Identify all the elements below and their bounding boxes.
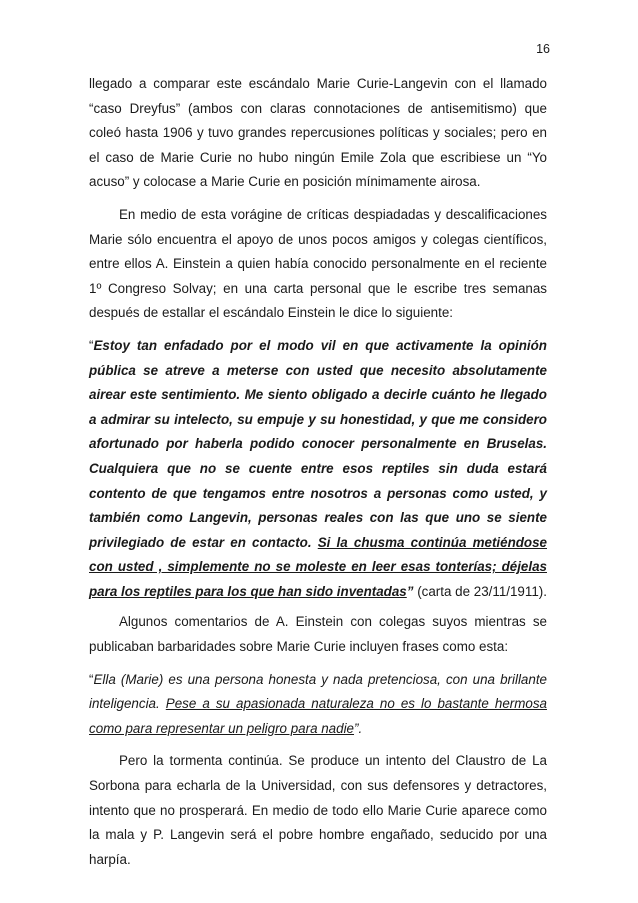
quote-underlined-text: Si la chusma continúa metiéndose con usted , simplemente no se moleste en leer esas tonterías; déjelas para los reptiles para los que han sido inventadas: [89, 534, 547, 599]
quote2-open-mark: “: [89, 671, 94, 687]
einstein-comment-quote: [89, 668, 547, 742]
quote2-close-mark: ”.: [354, 720, 363, 736]
page-body: [89, 72, 547, 880]
paragraph-einstein-support: En medio de esta vorágine de críticas despiadadas y descalificaciones Marie sólo encuentra el apoyo de unos pocos amigos y colegas científicos, entre ellos A. Einstein a quien había conocido personalmente en el reciente 1º Congreso Solvay; en una carta personal que le escribe tres semanas después de estallar el escándalo Einstein le dice lo siguiente:: [89, 206, 547, 321]
quote-main-text: Estoy tan enfadado por el modo vil en que activamente la opinión pública se atreve a meterse con usted que necesito absolutamente airear este sentimiento. Me siento obligado a decirle cuánto he llegado a admirar su intelecto, su empuje y su honestidad, y que me considero afortunado por haberla podido conocer personalmente en Bruselas. Cualquiera que no se cuente entre esos reptiles sin duda estará contento de que tengamos entre nosotros a personas como usted, y también como Langevin, personas reales con las que uno se siente privilegiado de estar en contacto.: [89, 337, 547, 550]
quote-open-mark: “: [89, 337, 94, 353]
paragraph-dreyfus: llegado a comparar este escándalo Marie Curie-Langevin con el llamado “caso Dreyfus” (ambos con claras connotaciones de antisemitismo) que coleó hasta 1906 y tuvo grandes repercusiones políticas y sociales; pero en el caso de Marie Curie no hubo ningún Emile Zola que escribiese un “Yo acuso” y colocase a Marie Curie en posición mínimamente airosa.: [89, 76, 547, 190]
quote2-underlined-text: Pese a su apasionada naturaleza no es lo bastante hermosa como para representar un peligro para nadie: [89, 696, 547, 736]
page-number: 16: [536, 42, 550, 56]
quote2-main-text: Ella (Marie) es una persona honesta y nada pretenciosa, con una brillante inteligencia.: [89, 671, 547, 712]
paragraph-sorbonne: Pero la tormenta continúa. Se produce un intento del Claustro de La Sorbona para echarla de la Universidad, con sus defensores y detractores, intento que no prosperará. En medio de todo ello Marie Curie aparece como la mala y P. Langevin será el pobre hombre engañado, seducido por una harpía.: [89, 753, 547, 867]
quote-close-mark: ”: [406, 583, 414, 599]
quote-citation: (carta de 23/11/1911).: [413, 583, 547, 599]
paragraph-einstein-comments: Algunos comentarios de A. Einstein con colegas suyos mientras se publicaban barbaridades sobre Marie Curie incluyen frases como esta:: [89, 614, 547, 655]
einstein-letter-quote: [89, 334, 547, 605]
